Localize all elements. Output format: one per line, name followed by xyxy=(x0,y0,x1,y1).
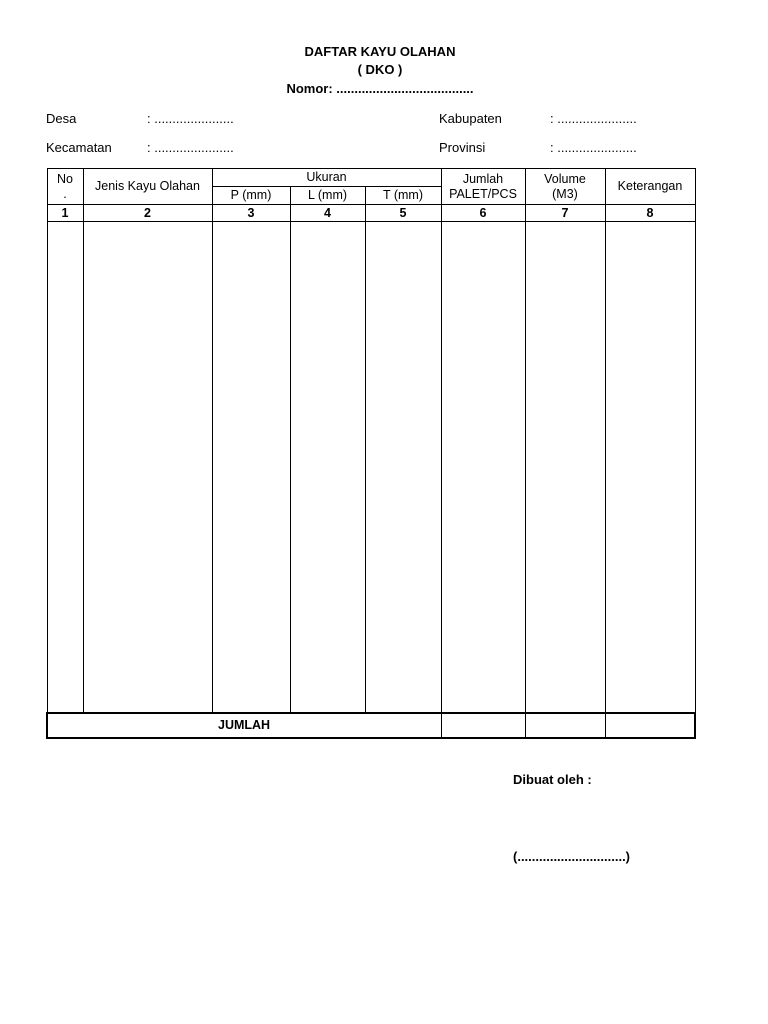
desa-label: Desa xyxy=(46,111,77,126)
document-abbreviation: ( DKO ) xyxy=(357,62,403,77)
kabupaten-label: Kabupaten xyxy=(439,111,502,126)
header-lebar: L (mm) xyxy=(290,187,365,205)
header-volume: Volume (M3) xyxy=(525,169,605,205)
desa-field: : ...................... xyxy=(147,111,234,126)
total-keterangan-cell[interactable] xyxy=(605,713,695,738)
provinsi-label: Provinsi xyxy=(439,140,486,155)
column-number: 8 xyxy=(605,205,695,222)
header-keterangan: Keterangan xyxy=(605,169,695,205)
entry-cell[interactable] xyxy=(290,222,365,713)
header-no: No . xyxy=(47,169,83,205)
kecamatan-label: Kecamatan xyxy=(46,140,112,155)
column-number: 5 xyxy=(365,205,441,222)
document-title: DAFTAR KAYU OLAHAN xyxy=(304,44,456,59)
entry-cell[interactable] xyxy=(212,222,290,713)
entry-cell[interactable] xyxy=(605,222,695,713)
total-label: JUMLAH xyxy=(47,713,441,738)
column-number: 7 xyxy=(525,205,605,222)
entry-cell[interactable] xyxy=(47,222,83,713)
signature-name-placeholder: (..............................) xyxy=(513,849,631,864)
column-number: 6 xyxy=(441,205,525,222)
made-by-label: Dibuat oleh : xyxy=(513,772,592,787)
column-number: 2 xyxy=(83,205,212,222)
document-number: Nomor: ...................................... xyxy=(286,81,474,96)
column-number: 4 xyxy=(290,205,365,222)
column-number: 3 xyxy=(212,205,290,222)
total-volume-cell[interactable] xyxy=(525,713,605,738)
total-jumlah-cell[interactable] xyxy=(441,713,525,738)
entry-cell[interactable] xyxy=(525,222,605,713)
entry-cell[interactable] xyxy=(441,222,525,713)
header-ukuran: Ukuran xyxy=(212,169,441,187)
kabupaten-field: : ...................... xyxy=(550,111,637,126)
kecamatan-field: : ...................... xyxy=(147,140,234,155)
provinsi-field: : ...................... xyxy=(550,140,637,155)
entry-cell[interactable] xyxy=(83,222,212,713)
header-tebal: T (mm) xyxy=(365,187,441,205)
header-jumlah: Jumlah PALET/PCS xyxy=(441,169,525,205)
column-number-row xyxy=(47,205,695,222)
timber-list-table xyxy=(46,168,696,739)
entry-cell[interactable] xyxy=(365,222,441,713)
header-jenis-kayu: Jenis Kayu Olahan xyxy=(83,169,212,205)
total-row xyxy=(47,713,695,738)
column-number: 1 xyxy=(47,205,83,222)
header-panjang: P (mm) xyxy=(212,187,290,205)
data-entry-area xyxy=(47,222,695,713)
